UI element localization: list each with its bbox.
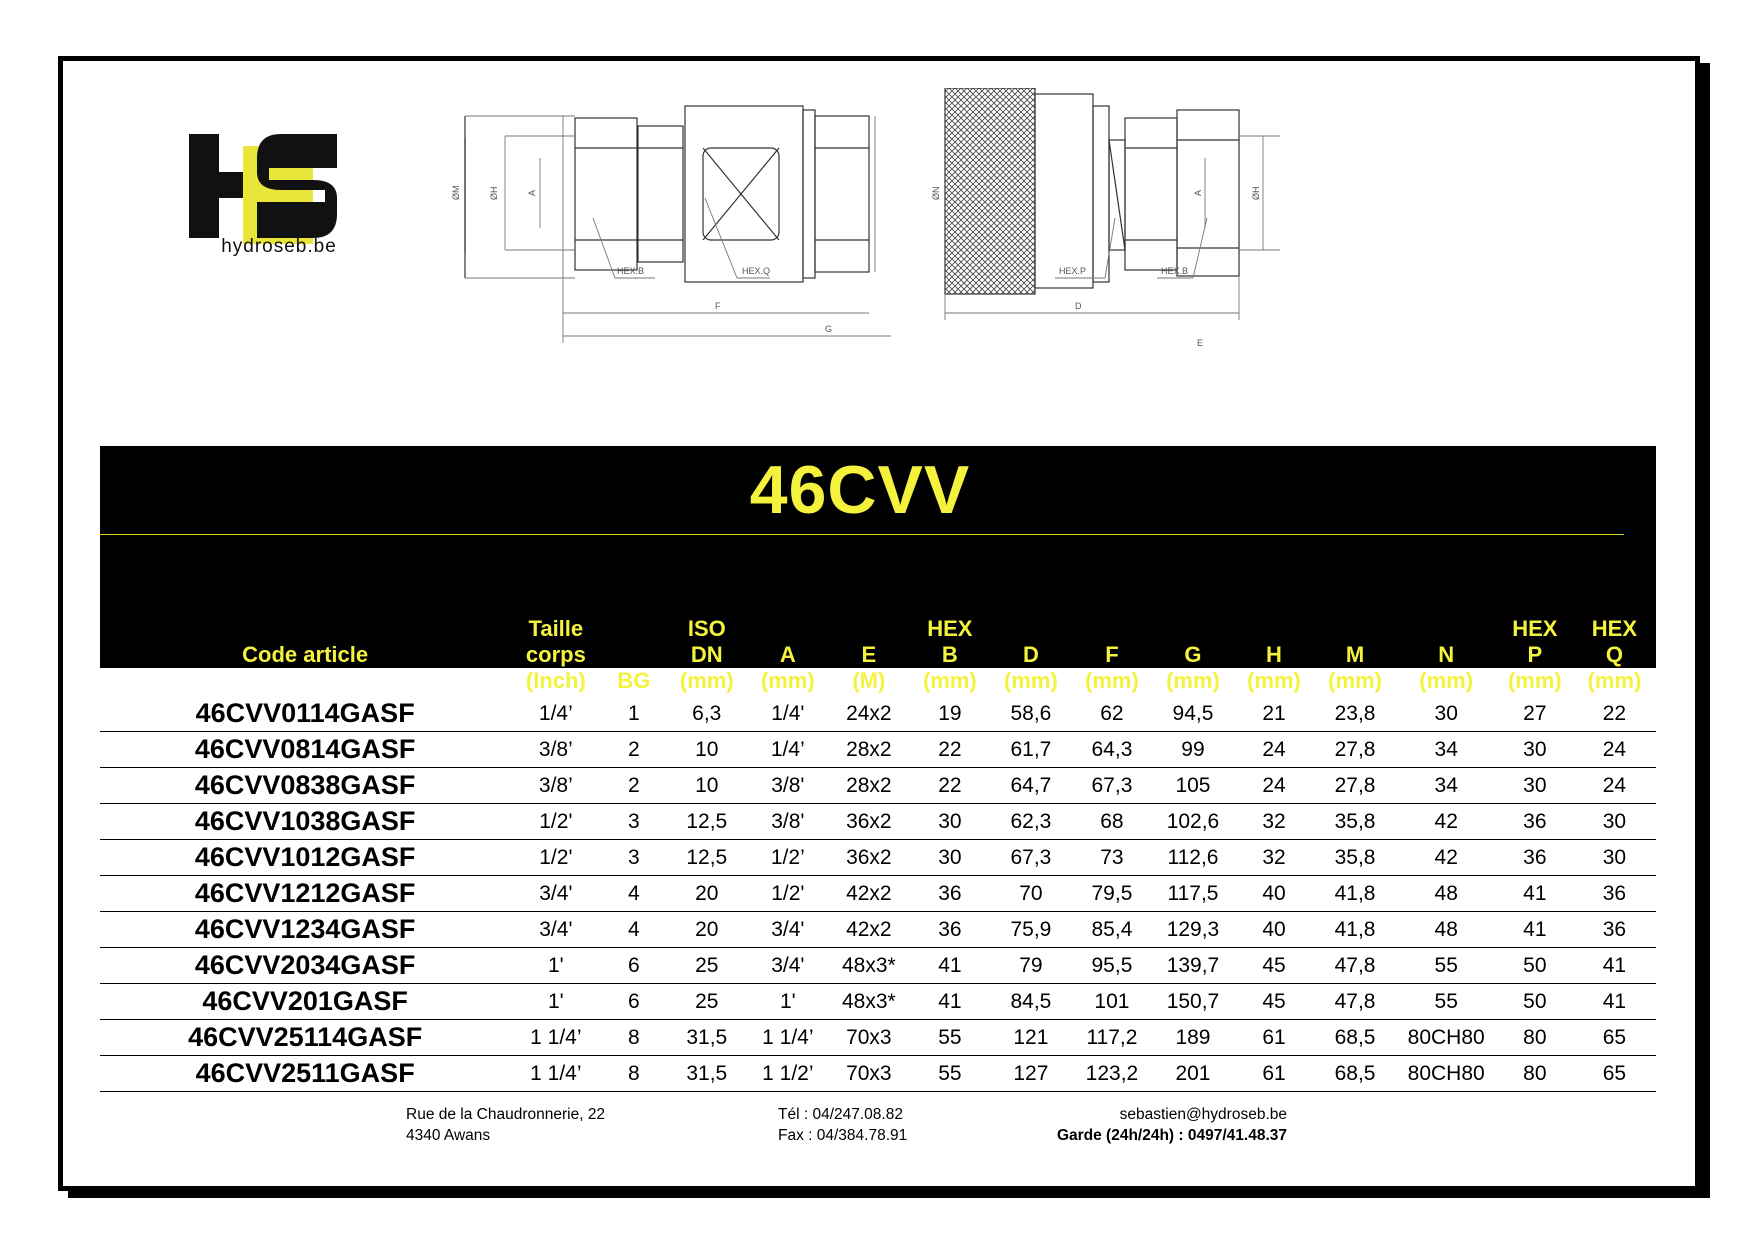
- left-coupling-body: [465, 106, 869, 282]
- table-row: [100, 948, 1656, 984]
- spec-table: [100, 536, 1656, 1092]
- table-cell: 1/2’: [747, 840, 828, 876]
- table-cell: 70x3: [828, 1056, 909, 1092]
- table-cell: 31,5: [666, 1020, 747, 1056]
- banner-divider: [100, 534, 1624, 535]
- table-row: [100, 696, 1656, 732]
- drawing-label-f: F: [715, 301, 721, 311]
- table-cell: 101: [1071, 984, 1152, 1020]
- logo-s-shape: [257, 134, 337, 238]
- table-cell: 45: [1233, 984, 1314, 1020]
- table-cell: 2: [601, 768, 666, 804]
- header-taille-corps: Taille corps (Inch): [525, 616, 586, 693]
- table-cell: 36: [909, 912, 990, 948]
- logo-website: hydroseb.be: [221, 236, 337, 257]
- drawing-label-hex-p: HEX.P: [1059, 266, 1087, 276]
- table-cell: 30: [1573, 804, 1656, 840]
- table-cell: 1: [601, 696, 666, 732]
- drawing-label-m: ØM: [451, 185, 461, 200]
- table-cell: 3: [601, 840, 666, 876]
- table-cell: 24: [1233, 732, 1314, 768]
- drawing-label-hex-b-left: HEX.B: [617, 266, 645, 276]
- table-cell: 24: [1233, 768, 1314, 804]
- table-cell: 65: [1573, 1020, 1656, 1056]
- table-cell: 117,5: [1152, 876, 1233, 912]
- table-cell: 201: [1152, 1056, 1233, 1092]
- table-cell: 30: [909, 804, 990, 840]
- table-cell: 34: [1396, 732, 1497, 768]
- table-cell: 19: [909, 696, 990, 732]
- cell-code-article: 46CVV0814GASF: [100, 732, 510, 768]
- table-cell: 41: [909, 984, 990, 1020]
- header-iso-dn: ISO DN (mm): [679, 616, 734, 693]
- drawing-label-n: ØN: [931, 186, 941, 200]
- table-cell: 70x3: [828, 1020, 909, 1056]
- table-cell: 62,3: [990, 804, 1071, 840]
- table-cell: 64,3: [1071, 732, 1152, 768]
- table-cell: 8: [601, 1056, 666, 1092]
- table-cell: 1/2': [510, 840, 601, 876]
- table-cell: 40: [1233, 912, 1314, 948]
- table-cell: 139,7: [1152, 948, 1233, 984]
- header-m: M (mm): [1328, 642, 1382, 693]
- table-cell: 3/4': [747, 948, 828, 984]
- table-cell: 127: [990, 1056, 1071, 1092]
- table-cell: 48x3*: [828, 948, 909, 984]
- table-cell: 41: [1497, 876, 1573, 912]
- table-cell: 84,5: [990, 984, 1071, 1020]
- table-cell: 36x2: [828, 840, 909, 876]
- header-hex-b: HEX B (mm): [922, 616, 977, 693]
- table-cell: 6: [601, 948, 666, 984]
- table-cell: 150,7: [1152, 984, 1233, 1020]
- table-cell: 3/4': [510, 876, 601, 912]
- table-cell: 42: [1396, 840, 1497, 876]
- table-cell: 41: [1497, 912, 1573, 948]
- table-cell: 3: [601, 804, 666, 840]
- table-row: [100, 732, 1656, 768]
- table-cell: 1 1/4’: [510, 1020, 601, 1056]
- header-f: F (mm): [1085, 642, 1139, 693]
- drawing-label-e: E: [1197, 338, 1204, 348]
- table-cell: 1': [510, 948, 601, 984]
- cell-code-article: 46CVV0838GASF: [100, 768, 510, 804]
- footer-phone: [778, 1104, 907, 1146]
- table-cell: 48: [1396, 912, 1497, 948]
- product-title: 46CVV: [749, 452, 971, 528]
- cell-code-article: 46CVV1012GASF: [100, 840, 510, 876]
- table-cell: 68,5: [1315, 1056, 1396, 1092]
- table-cell: 24: [1573, 768, 1656, 804]
- footer-fax: Fax : 04/384.78.91: [778, 1127, 908, 1144]
- table-cell: 36: [909, 876, 990, 912]
- table-cell: 1/4': [747, 696, 828, 732]
- table-cell: 32: [1233, 840, 1314, 876]
- table-cell: 105: [1152, 768, 1233, 804]
- table-cell: 112,6: [1152, 840, 1233, 876]
- table-cell: 1 1/2’: [747, 1056, 828, 1092]
- table-cell: 64,7: [990, 768, 1071, 804]
- table-row: [100, 804, 1656, 840]
- table-cell: 1 1/4’: [747, 1020, 828, 1056]
- table-cell: 36x2: [828, 804, 909, 840]
- table-cell: 10: [666, 732, 747, 768]
- footer-tel: Tél : 04/247.08.82: [778, 1106, 903, 1123]
- footer-email[interactable]: sebastien@hydroseb.be: [1119, 1106, 1287, 1123]
- table-cell: 8: [601, 1020, 666, 1056]
- table-cell: 3/8’: [510, 768, 601, 804]
- table-cell: 75,9: [990, 912, 1071, 948]
- footer-address: [406, 1104, 605, 1146]
- table-row: [100, 840, 1656, 876]
- cell-code-article: 46CVV201GASF: [100, 984, 510, 1020]
- table-cell: 61: [1233, 1020, 1314, 1056]
- table-cell: 48: [1396, 876, 1497, 912]
- drawing-label-a: A: [527, 189, 537, 196]
- table-cell: 4: [601, 912, 666, 948]
- cell-code-article: 46CVV1234GASF: [100, 912, 510, 948]
- drawing-label-hex-b-right: HEX.B: [1161, 266, 1189, 276]
- table-cell: 22: [909, 768, 990, 804]
- table-row: [100, 768, 1656, 804]
- header-hex-q: HEX Q (mm): [1587, 616, 1642, 693]
- cell-code-article: 46CVV2511GASF: [100, 1056, 510, 1092]
- table-cell: 30: [1497, 732, 1573, 768]
- table-cell: 45: [1233, 948, 1314, 984]
- table-cell: 189: [1152, 1020, 1233, 1056]
- table-cell: 80: [1497, 1020, 1573, 1056]
- footer-address-line2: 4340 Awans: [406, 1127, 491, 1144]
- footer-address-line1: Rue de la Chaudronnerie, 22: [406, 1106, 606, 1123]
- table-cell: 41: [909, 948, 990, 984]
- drawing-label-h2: ØH: [1251, 186, 1261, 200]
- table-cell: 47,8: [1315, 984, 1396, 1020]
- table-cell: 12,5: [666, 804, 747, 840]
- table-cell: 32: [1233, 804, 1314, 840]
- footer-contact: [920, 1104, 1287, 1146]
- table-cell: 1 1/4’: [510, 1056, 601, 1092]
- table-cell: 79: [990, 948, 1071, 984]
- table-cell: 42: [1396, 804, 1497, 840]
- table-cell: 80CH80: [1396, 1056, 1497, 1092]
- table-cell: 35,8: [1315, 804, 1396, 840]
- table-cell: 12,5: [666, 840, 747, 876]
- table-cell: 30: [1497, 768, 1573, 804]
- table-cell: 47,8: [1315, 948, 1396, 984]
- table-cell: 1/4’: [510, 696, 601, 732]
- table-cell: 20: [666, 876, 747, 912]
- table-cell: 68,5: [1315, 1020, 1396, 1056]
- table-cell: 123,2: [1071, 1056, 1152, 1092]
- table-cell: 1/2': [747, 876, 828, 912]
- header-bg: BG: [617, 668, 651, 693]
- table-cell: 121: [990, 1020, 1071, 1056]
- table-header-row: [100, 536, 1656, 696]
- table-cell: 30: [1396, 696, 1497, 732]
- table-cell: 62: [1071, 696, 1152, 732]
- table-cell: 24: [1573, 732, 1656, 768]
- table-cell: 35,8: [1315, 840, 1396, 876]
- table-cell: 30: [1573, 840, 1656, 876]
- table-cell: 3/8': [747, 804, 828, 840]
- table-cell: 50: [1497, 984, 1573, 1020]
- table-cell: 28x2: [828, 768, 909, 804]
- table-cell: 25: [666, 984, 747, 1020]
- table-cell: 3/8': [747, 768, 828, 804]
- table-cell: 117,2: [1071, 1020, 1152, 1056]
- table-cell: 2: [601, 732, 666, 768]
- table-cell: 20: [666, 912, 747, 948]
- header-e: E (M): [852, 642, 886, 693]
- table-cell: 67,3: [990, 840, 1071, 876]
- table-cell: 79,5: [1071, 876, 1152, 912]
- table-cell: 24x2: [828, 696, 909, 732]
- table-cell: 55: [1396, 984, 1497, 1020]
- table-cell: 67,3: [1071, 768, 1152, 804]
- table-cell: 27: [1497, 696, 1573, 732]
- table-row: [100, 1056, 1656, 1092]
- table-cell: 73: [1071, 840, 1152, 876]
- table-cell: 42x2: [828, 876, 909, 912]
- table-row: [100, 984, 1656, 1020]
- cell-code-article: 46CVV2034GASF: [100, 948, 510, 984]
- table-cell: 6: [601, 984, 666, 1020]
- table-cell: 1': [747, 984, 828, 1020]
- table-cell: 40: [1233, 876, 1314, 912]
- table-cell: 3/4': [510, 912, 601, 948]
- table-cell: 68: [1071, 804, 1152, 840]
- header-hex-p: HEX P (mm): [1507, 616, 1562, 693]
- table-cell: 31,5: [666, 1056, 747, 1092]
- table-cell: 85,4: [1071, 912, 1152, 948]
- table-cell: 1': [510, 984, 601, 1020]
- table-cell: 129,3: [1152, 912, 1233, 948]
- table-cell: 48x3*: [828, 984, 909, 1020]
- table-cell: 55: [909, 1056, 990, 1092]
- table-cell: 102,6: [1152, 804, 1233, 840]
- cell-code-article: 46CVV1038GASF: [100, 804, 510, 840]
- table-cell: 3/4': [747, 912, 828, 948]
- table-cell: 4: [601, 876, 666, 912]
- footer-garde: Garde (24h/24h) : 0497/41.48.37: [1056, 1127, 1287, 1144]
- table-cell: 58,6: [990, 696, 1071, 732]
- table-cell: 41: [1573, 948, 1656, 984]
- table-cell: 30: [909, 840, 990, 876]
- table-cell: 27,8: [1315, 768, 1396, 804]
- table-cell: 55: [1396, 948, 1497, 984]
- header-d: D (mm): [1004, 642, 1058, 693]
- drawing-label-a2: A: [1193, 189, 1203, 196]
- table-cell: 22: [909, 732, 990, 768]
- cell-code-article: 46CVV0114GASF: [100, 696, 510, 732]
- table-cell: 42x2: [828, 912, 909, 948]
- logo-h-crossbar: [189, 172, 251, 198]
- drawing-label-hex-q: HEX.Q: [742, 266, 771, 276]
- table-cell: 21: [1233, 696, 1314, 732]
- table-cell: 94,5: [1152, 696, 1233, 732]
- left-dimension-lines: [465, 116, 891, 343]
- table-cell: 50: [1497, 948, 1573, 984]
- table-cell: 27,8: [1315, 732, 1396, 768]
- table-row: [100, 1020, 1656, 1056]
- table-cell: 36: [1573, 876, 1656, 912]
- technical-drawing: [445, 88, 1305, 393]
- table-cell: 41,8: [1315, 876, 1396, 912]
- table-cell: 25: [666, 948, 747, 984]
- table-cell: 28x2: [828, 732, 909, 768]
- table-cell: 10: [666, 768, 747, 804]
- table-row: [100, 876, 1656, 912]
- table-cell: 41: [1573, 984, 1656, 1020]
- cell-code-article: 46CVV1212GASF: [100, 876, 510, 912]
- table-cell: 55: [909, 1020, 990, 1056]
- table-cell: 41,8: [1315, 912, 1396, 948]
- header-h: H (mm): [1247, 642, 1301, 693]
- table-cell: 65: [1573, 1056, 1656, 1092]
- header-g: G (mm): [1166, 642, 1220, 693]
- table-cell: 36: [1497, 804, 1573, 840]
- table-cell: 34: [1396, 768, 1497, 804]
- table-cell: 23,8: [1315, 696, 1396, 732]
- table-cell: 6,3: [666, 696, 747, 732]
- table-cell: 80: [1497, 1056, 1573, 1092]
- drawing-label-h: ØH: [489, 186, 499, 200]
- table-cell: 61,7: [990, 732, 1071, 768]
- table-cell: 22: [1573, 696, 1656, 732]
- table-cell: 36: [1573, 912, 1656, 948]
- drawing-label-d: D: [1075, 301, 1082, 311]
- table-cell: 80CH80: [1396, 1020, 1497, 1056]
- table-cell: 95,5: [1071, 948, 1152, 984]
- header-n: N (mm): [1419, 642, 1474, 693]
- table-cell: 99: [1152, 732, 1233, 768]
- table-cell: 1/2': [510, 804, 601, 840]
- drawing-label-g: G: [825, 324, 833, 334]
- cell-code-article: 46CVV25114GASF: [100, 1020, 510, 1056]
- table-cell: 70: [990, 876, 1071, 912]
- table-cell: 3/8’: [510, 732, 601, 768]
- table-row: [100, 912, 1656, 948]
- table-cell: 36: [1497, 840, 1573, 876]
- header-code-article: Code article: [242, 642, 369, 667]
- header-a: A (mm): [760, 642, 815, 693]
- table-cell: 1/4’: [747, 732, 828, 768]
- table-cell: 61: [1233, 1056, 1314, 1092]
